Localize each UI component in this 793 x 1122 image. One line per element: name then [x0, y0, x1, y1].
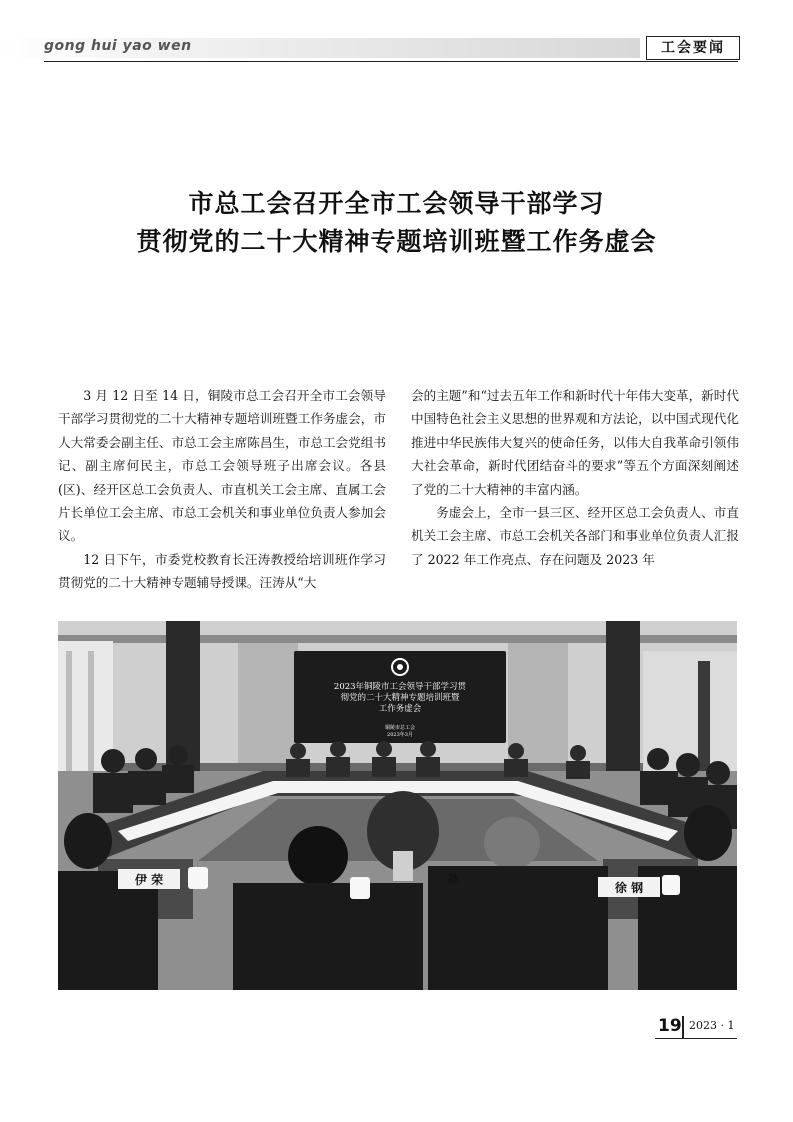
- header-slogan: gong hui yao wen: [44, 38, 192, 54]
- left-paragraph-1: 3 月 12 日至 14 日，铜陵市总工会召开全市工会领导干部学习贯彻党的二十大精神专题培训班暨工作务虚会，市人大常委会副主任、市总工会主席陈昌生，市总工会党组书记、副主席何民主，市总工会领导班子出席会议。各县(区)、经开区总工会负责人、市直机关工会主席、直属工会片长单位工会主席、市总工会机关和事业单位负责人参加会议。: [58, 388, 386, 544]
- right-column: [411, 384, 739, 571]
- name-tent-center-text: 孙: [447, 873, 459, 886]
- section-tag: 工会要闻: [646, 36, 740, 60]
- right-paragraph-2: 务虚会上，全市一县三区、经开区总工会负责人、市直机关工会主席、市总工会机关各部门和事业单位负责人汇报了 2022 年工作亮点、存在问题及 2023 年: [411, 505, 739, 567]
- folio-divider: [682, 1016, 684, 1038]
- header-rule: [44, 61, 738, 62]
- folio-rule: [655, 1038, 737, 1039]
- screen-title-line-3: 工作务虚会: [378, 704, 422, 714]
- screen-title-line-1: 2023年铜陵市工会领导干部学习贯: [333, 682, 467, 692]
- page-number: 19: [658, 1016, 682, 1036]
- name-tent-right-text: 徐 钢: [614, 881, 644, 895]
- name-tent-left-text: 伊 荣: [134, 873, 164, 887]
- screen-title-line-2: 彻党的二十大精神专题培训班暨: [340, 693, 460, 703]
- meeting-photo: [58, 621, 737, 990]
- article-title-line-1: 市总工会召开全市工会领导干部学习: [188, 189, 605, 218]
- left-column: [58, 384, 386, 595]
- issue-label: 2023 · 1: [689, 1019, 735, 1032]
- screen-date: 2023年3月: [387, 732, 413, 738]
- article-title-line-2: 贯彻党的二十大精神专题培训班暨工作务虚会: [136, 227, 657, 256]
- left-paragraph-2: 12 日下午，市委党校教育长汪涛教授给培训班作学习贯彻党的二十大精神专题辅导授课。汪涛从“大: [58, 551, 386, 591]
- article-title: [60, 185, 733, 261]
- screen-org: 铜陵市总工会: [384, 725, 416, 731]
- meeting-photo-illustration: [58, 621, 737, 990]
- right-paragraph-1: 会的主题”和“过去五年工作和新时代十年伟大变革，新时代中国特色社会主义思想的世界观和方法论，以中国式现代化推进中华民族伟大复兴的使命任务，以伟大自我革命引领伟大社会革命，新时代团结奋斗的要求”等五个方面深刻阐述了党的二十大精神的丰富内涵。: [411, 388, 739, 497]
